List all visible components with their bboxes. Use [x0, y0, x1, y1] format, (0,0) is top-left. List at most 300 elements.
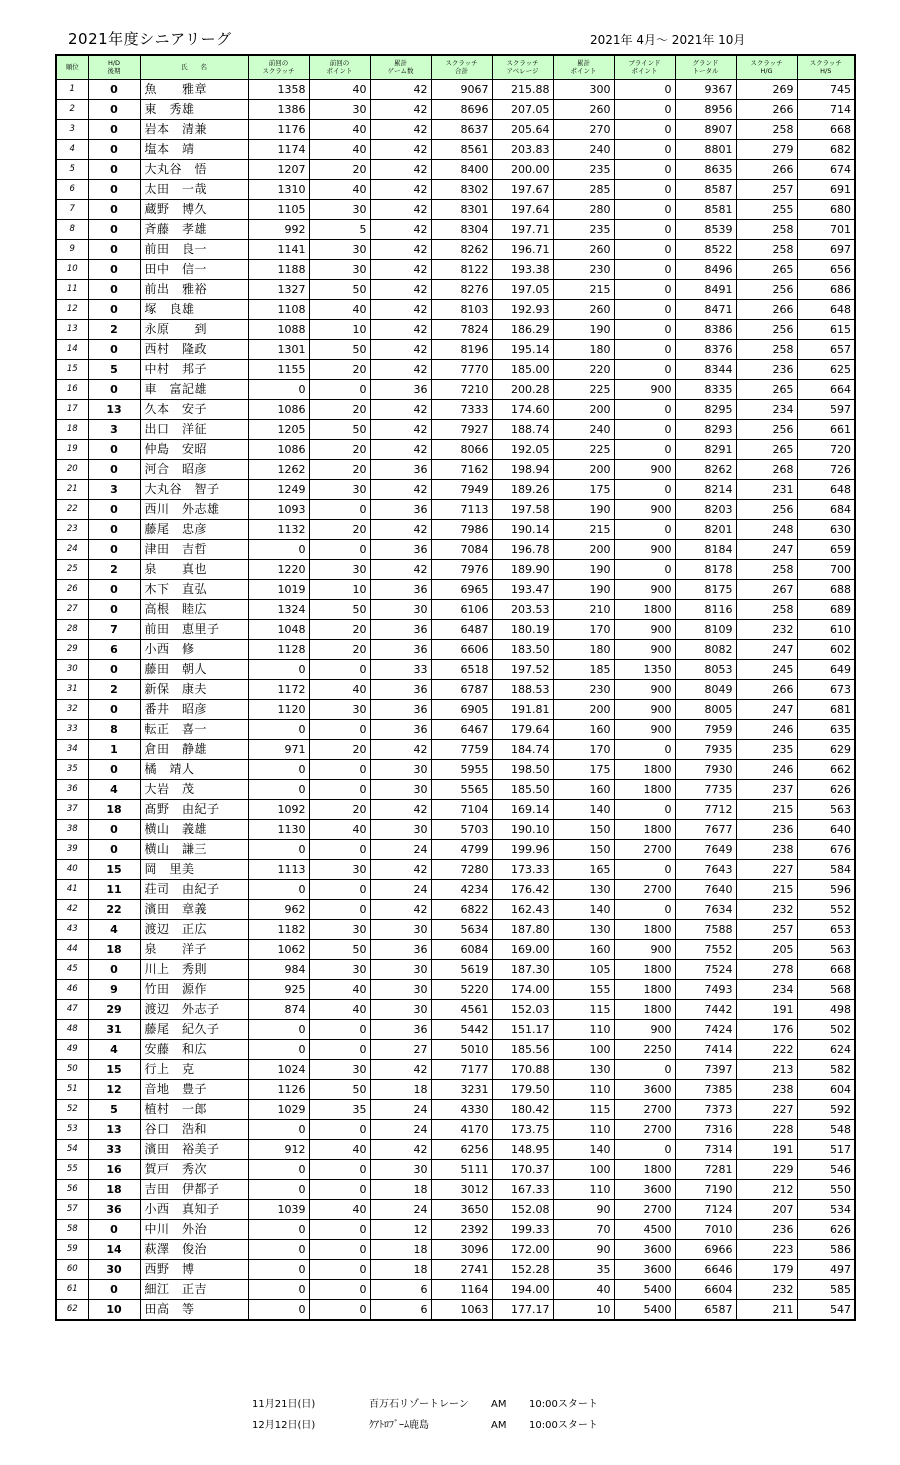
prev-points-cell: 30	[309, 860, 370, 880]
scratch-hs-cell: 662	[797, 760, 855, 780]
table-row	[56, 880, 855, 900]
prev-points-cell: 0	[309, 1240, 370, 1260]
hd-late-cell: 0	[88, 440, 140, 460]
blind-points-cell: 3600	[614, 1260, 675, 1280]
scratch-total-cell: 7280	[431, 860, 492, 880]
scratch-hs-cell: 682	[797, 140, 855, 160]
cum-points-cell: 140	[553, 800, 614, 820]
grand-total-cell: 7935	[675, 740, 736, 760]
prev-scratch-cell: 0	[248, 1220, 309, 1240]
prev-scratch-cell: 1128	[248, 640, 309, 660]
table-row	[56, 1060, 855, 1080]
scratch-hs-cell: 681	[797, 700, 855, 720]
prev-points-cell: 30	[309, 920, 370, 940]
prev-scratch-cell: 1301	[248, 340, 309, 360]
name-cell: 太田 一哉	[140, 180, 248, 200]
scratch-total-cell: 4170	[431, 1120, 492, 1140]
cum-points-cell: 230	[553, 260, 614, 280]
blind-points-cell: 0	[614, 340, 675, 360]
table-row	[56, 1020, 855, 1040]
scratch-hg-cell: 234	[736, 400, 797, 420]
rank-cell: 34	[56, 740, 88, 760]
table-row	[56, 960, 855, 980]
name-cell: 仲島 安昭	[140, 440, 248, 460]
hd-late-cell: 0	[88, 660, 140, 680]
hd-late-cell: 0	[88, 960, 140, 980]
hd-late-cell: 2	[88, 320, 140, 340]
grand-total-cell: 8203	[675, 500, 736, 520]
name-cell: 大丸谷 智子	[140, 480, 248, 500]
rank-cell: 1	[56, 80, 88, 100]
blind-points-cell: 900	[614, 700, 675, 720]
cum-points-cell: 235	[553, 220, 614, 240]
grand-total-cell: 6604	[675, 1280, 736, 1300]
prev-points-cell: 40	[309, 1200, 370, 1220]
cum-points-cell: 90	[553, 1240, 614, 1260]
grand-total-cell: 8293	[675, 420, 736, 440]
prev-points-cell: 20	[309, 800, 370, 820]
blind-points-cell: 0	[614, 440, 675, 460]
prev-scratch-cell: 1386	[248, 100, 309, 120]
prev-scratch-cell: 0	[248, 1020, 309, 1040]
prev-points-cell: 30	[309, 200, 370, 220]
blind-points-cell: 0	[614, 260, 675, 280]
name-cell: 行上 克	[140, 1060, 248, 1080]
scratch-total-cell: 8262	[431, 240, 492, 260]
cum-points-cell: 230	[553, 680, 614, 700]
hd-late-cell: 0	[88, 160, 140, 180]
hd-late-cell: 2	[88, 680, 140, 700]
cum-games-cell: 42	[370, 900, 431, 920]
rank-cell: 10	[56, 260, 88, 280]
name-cell: 細江 正吉	[140, 1280, 248, 1300]
cum-games-cell: 24	[370, 1100, 431, 1120]
schedule-line	[252, 1416, 598, 1431]
blind-points-cell: 0	[614, 1060, 675, 1080]
scratch-average-cell: 183.50	[492, 640, 553, 660]
scratch-hg-cell: 238	[736, 840, 797, 860]
grand-total-cell: 8184	[675, 540, 736, 560]
name-cell: 田高 等	[140, 1300, 248, 1321]
scratch-total-cell: 6905	[431, 700, 492, 720]
scratch-total-cell: 7949	[431, 480, 492, 500]
scratch-hs-cell: 584	[797, 860, 855, 880]
scratch-hs-cell: 701	[797, 220, 855, 240]
prev-scratch-cell: 0	[248, 1260, 309, 1280]
table-row	[56, 1240, 855, 1260]
scratch-average-cell: 193.38	[492, 260, 553, 280]
table-row	[56, 1220, 855, 1240]
scratch-hs-cell: 689	[797, 600, 855, 620]
blind-points-cell: 0	[614, 220, 675, 240]
rank-cell: 12	[56, 300, 88, 320]
scratch-hs-cell: 688	[797, 580, 855, 600]
cum-games-cell: 36	[370, 380, 431, 400]
cum-games-cell: 42	[370, 180, 431, 200]
scratch-hg-cell: 229	[736, 1160, 797, 1180]
scratch-hg-cell: 245	[736, 660, 797, 680]
grand-total-cell: 8344	[675, 360, 736, 380]
name-cell: 泉 真也	[140, 560, 248, 580]
name-cell: 木下 直弘	[140, 580, 248, 600]
prev-points-cell: 50	[309, 940, 370, 960]
scratch-hg-cell: 279	[736, 140, 797, 160]
scratch-total-cell: 7759	[431, 740, 492, 760]
cum-points-cell: 170	[553, 740, 614, 760]
grand-total-cell: 7316	[675, 1120, 736, 1140]
cum-points-cell: 175	[553, 760, 614, 780]
schedule-ampm: AM	[491, 1420, 507, 1431]
table-row	[56, 260, 855, 280]
name-cell: 渡辺 外志子	[140, 1000, 248, 1020]
scratch-average-cell: 151.17	[492, 1020, 553, 1040]
scratch-hs-cell: 626	[797, 1220, 855, 1240]
scratch-average-cell: 185.56	[492, 1040, 553, 1060]
table-row	[56, 860, 855, 880]
grand-total-cell: 8053	[675, 660, 736, 680]
blind-points-cell: 900	[614, 640, 675, 660]
cum-points-cell: 260	[553, 300, 614, 320]
hd-late-cell: 3	[88, 480, 140, 500]
blind-points-cell: 3600	[614, 1180, 675, 1200]
cum-points-cell: 270	[553, 120, 614, 140]
cum-games-cell: 30	[370, 920, 431, 940]
rank-cell: 15	[56, 360, 88, 380]
scratch-total-cell: 6822	[431, 900, 492, 920]
grand-total-cell: 8214	[675, 480, 736, 500]
cum-games-cell: 36	[370, 700, 431, 720]
cum-points-cell: 260	[553, 100, 614, 120]
hd-late-cell: 0	[88, 200, 140, 220]
prev-scratch-cell: 0	[248, 780, 309, 800]
prev-points-cell: 0	[309, 1040, 370, 1060]
table-row	[56, 1000, 855, 1020]
hd-late-cell: 22	[88, 900, 140, 920]
scratch-hg-cell: 212	[736, 1180, 797, 1200]
rank-cell: 41	[56, 880, 88, 900]
name-cell: 濱田 裕美子	[140, 1140, 248, 1160]
cum-games-cell: 42	[370, 480, 431, 500]
rank-cell: 33	[56, 720, 88, 740]
prev-scratch-cell: 925	[248, 980, 309, 1000]
scratch-hg-cell: 232	[736, 1280, 797, 1300]
scratch-hs-cell: 659	[797, 540, 855, 560]
scratch-total-cell: 3231	[431, 1080, 492, 1100]
scratch-total-cell: 6256	[431, 1140, 492, 1160]
table-row	[56, 460, 855, 480]
prev-points-cell: 20	[309, 400, 370, 420]
schedule-venue: 百万石リゾートレーン	[369, 1399, 469, 1410]
cum-points-cell: 190	[553, 500, 614, 520]
cum-games-cell: 42	[370, 560, 431, 580]
hd-late-cell: 13	[88, 400, 140, 420]
scratch-total-cell: 4330	[431, 1100, 492, 1120]
scratch-hs-cell: 661	[797, 420, 855, 440]
scratch-hg-cell: 179	[736, 1260, 797, 1280]
hd-late-cell: 0	[88, 500, 140, 520]
cum-games-cell: 42	[370, 80, 431, 100]
scratch-hs-cell: 630	[797, 520, 855, 540]
prev-points-cell: 0	[309, 760, 370, 780]
table-row	[56, 540, 855, 560]
scratch-hg-cell: 248	[736, 520, 797, 540]
name-cell: 泉 洋子	[140, 940, 248, 960]
scratch-total-cell: 6467	[431, 720, 492, 740]
scratch-average-cell: 179.64	[492, 720, 553, 740]
header-label: 前回の	[329, 59, 350, 67]
grand-total-cell: 8116	[675, 600, 736, 620]
cum-games-cell: 42	[370, 420, 431, 440]
rank-cell: 49	[56, 1040, 88, 1060]
league-period: 2021年 4月～ 2021年 10月	[590, 33, 746, 47]
header-label: 合計	[455, 66, 468, 75]
cum-points-cell: 300	[553, 80, 614, 100]
scratch-hg-cell: 278	[736, 960, 797, 980]
prev-scratch-cell: 1220	[248, 560, 309, 580]
name-cell: 安藤 和広	[140, 1040, 248, 1060]
header-label: スクラッチ	[809, 59, 842, 67]
scratch-hg-cell: 228	[736, 1120, 797, 1140]
prev-points-cell: 0	[309, 540, 370, 560]
table-row	[56, 180, 855, 200]
table-row	[56, 1300, 855, 1321]
grand-total-cell: 8581	[675, 200, 736, 220]
scratch-average-cell: 187.30	[492, 960, 553, 980]
table-row	[56, 920, 855, 940]
cum-points-cell: 170	[553, 620, 614, 640]
scratch-total-cell: 4561	[431, 1000, 492, 1020]
scratch-hs-cell: 615	[797, 320, 855, 340]
scratch-hg-cell: 267	[736, 580, 797, 600]
cum-games-cell: 36	[370, 640, 431, 660]
schedule-date: 11月21日(日)	[252, 1399, 316, 1410]
scratch-hs-cell: 534	[797, 1200, 855, 1220]
rank-cell: 31	[56, 680, 88, 700]
blind-points-cell: 0	[614, 400, 675, 420]
scratch-hs-cell: 552	[797, 900, 855, 920]
header-label: ポイント	[631, 66, 658, 75]
scratch-total-cell: 7770	[431, 360, 492, 380]
rank-cell: 17	[56, 400, 88, 420]
table-row	[56, 1080, 855, 1100]
scratch-total-cell: 8196	[431, 340, 492, 360]
prev-points-cell: 50	[309, 280, 370, 300]
scratch-hg-cell: 205	[736, 940, 797, 960]
blind-points-cell: 1800	[614, 980, 675, 1000]
rank-cell: 11	[56, 280, 88, 300]
hd-late-cell: 0	[88, 220, 140, 240]
table-row	[56, 1100, 855, 1120]
blind-points-cell: 1800	[614, 820, 675, 840]
scratch-total-cell: 5111	[431, 1160, 492, 1180]
scratch-average-cell: 170.37	[492, 1160, 553, 1180]
scratch-hg-cell: 236	[736, 360, 797, 380]
cum-points-cell: 240	[553, 140, 614, 160]
grand-total-cell: 7442	[675, 1000, 736, 1020]
scratch-average-cell: 197.05	[492, 280, 553, 300]
schedule-line	[252, 1395, 598, 1410]
table-row	[56, 480, 855, 500]
name-cell: 渡辺 正広	[140, 920, 248, 940]
cum-games-cell: 36	[370, 540, 431, 560]
prev-scratch-cell: 992	[248, 220, 309, 240]
prev-points-cell: 20	[309, 620, 370, 640]
cum-points-cell: 160	[553, 720, 614, 740]
table-header-row	[56, 55, 855, 80]
scratch-average-cell: 196.78	[492, 540, 553, 560]
rank-cell: 52	[56, 1100, 88, 1120]
scratch-average-cell: 200.28	[492, 380, 553, 400]
hd-late-cell: 0	[88, 280, 140, 300]
cum-points-cell: 110	[553, 1020, 614, 1040]
prev-points-cell: 0	[309, 1300, 370, 1321]
scratch-hs-cell: 517	[797, 1140, 855, 1160]
scratch-hs-cell: 745	[797, 80, 855, 100]
name-cell: 車 富記雄	[140, 380, 248, 400]
table-row	[56, 1200, 855, 1220]
scratch-hs-cell: 502	[797, 1020, 855, 1040]
cum-games-cell: 36	[370, 1020, 431, 1040]
rank-cell: 22	[56, 500, 88, 520]
grand-total-cell: 7314	[675, 1140, 736, 1160]
blind-points-cell: 900	[614, 580, 675, 600]
name-cell: 橘 靖人	[140, 760, 248, 780]
scratch-total-cell: 2392	[431, 1220, 492, 1240]
table-row	[56, 700, 855, 720]
hd-late-cell: 0	[88, 120, 140, 140]
table-row	[56, 200, 855, 220]
scratch-total-cell: 7210	[431, 380, 492, 400]
grand-total-cell: 7640	[675, 880, 736, 900]
scratch-average-cell: 191.81	[492, 700, 553, 720]
grand-total-cell: 8496	[675, 260, 736, 280]
name-cell: 大丸谷 悟	[140, 160, 248, 180]
cum-games-cell: 30	[370, 1160, 431, 1180]
scratch-hs-cell: 726	[797, 460, 855, 480]
cum-points-cell: 105	[553, 960, 614, 980]
cum-games-cell: 24	[370, 1200, 431, 1220]
header-prev-scratch	[248, 55, 309, 80]
header-label: スクラッチ	[445, 59, 478, 67]
name-cell: 久本 安子	[140, 400, 248, 420]
table-row	[56, 320, 855, 340]
header-cum-games	[370, 55, 431, 80]
blind-points-cell: 2700	[614, 880, 675, 900]
cum-games-cell: 42	[370, 140, 431, 160]
table-row	[56, 520, 855, 540]
scratch-average-cell: 193.47	[492, 580, 553, 600]
scratch-hs-cell: 686	[797, 280, 855, 300]
blind-points-cell: 0	[614, 140, 675, 160]
scratch-hg-cell: 247	[736, 700, 797, 720]
cum-points-cell: 110	[553, 1120, 614, 1140]
cum-games-cell: 30	[370, 760, 431, 780]
hd-late-cell: 5	[88, 360, 140, 380]
table-row	[56, 300, 855, 320]
scratch-hg-cell: 247	[736, 540, 797, 560]
prev-points-cell: 30	[309, 960, 370, 980]
name-cell: 中川 外治	[140, 1220, 248, 1240]
cum-points-cell: 130	[553, 880, 614, 900]
table-row	[56, 1180, 855, 1200]
rank-cell: 51	[56, 1080, 88, 1100]
table-row	[56, 340, 855, 360]
header-label: 累計	[394, 59, 407, 67]
rank-cell: 60	[56, 1260, 88, 1280]
header-prev-points	[309, 55, 370, 80]
scratch-hs-cell: 668	[797, 960, 855, 980]
scratch-average-cell: 173.75	[492, 1120, 553, 1140]
prev-scratch-cell: 1310	[248, 180, 309, 200]
cum-points-cell: 130	[553, 1060, 614, 1080]
scratch-hs-cell: 674	[797, 160, 855, 180]
cum-points-cell: 190	[553, 320, 614, 340]
scratch-average-cell: 169.14	[492, 800, 553, 820]
grand-total-cell: 7493	[675, 980, 736, 1000]
cum-games-cell: 42	[370, 740, 431, 760]
grand-total-cell: 8049	[675, 680, 736, 700]
scratch-average-cell: 205.64	[492, 120, 553, 140]
prev-points-cell: 40	[309, 1000, 370, 1020]
scratch-total-cell: 5703	[431, 820, 492, 840]
rank-cell: 7	[56, 200, 88, 220]
grand-total-cell: 7373	[675, 1100, 736, 1120]
scratch-average-cell: 188.53	[492, 680, 553, 700]
prev-points-cell: 40	[309, 1140, 370, 1160]
scratch-total-cell: 7927	[431, 420, 492, 440]
scratch-hg-cell: 176	[736, 1020, 797, 1040]
scratch-hs-cell: 624	[797, 1040, 855, 1060]
grand-total-cell: 8295	[675, 400, 736, 420]
hd-late-cell: 18	[88, 800, 140, 820]
scratch-hg-cell: 256	[736, 500, 797, 520]
blind-points-cell: 0	[614, 800, 675, 820]
scratch-total-cell: 5442	[431, 1020, 492, 1040]
scratch-average-cell: 203.53	[492, 600, 553, 620]
header-label: H/G	[760, 66, 773, 75]
cum-points-cell: 285	[553, 180, 614, 200]
scratch-average-cell: 199.96	[492, 840, 553, 860]
hd-late-cell: 0	[88, 460, 140, 480]
name-cell: 横山 謙三	[140, 840, 248, 860]
scratch-total-cell: 6518	[431, 660, 492, 680]
scratch-hg-cell: 215	[736, 800, 797, 820]
prev-scratch-cell: 1205	[248, 420, 309, 440]
hd-late-cell: 0	[88, 540, 140, 560]
grand-total-cell: 8335	[675, 380, 736, 400]
scratch-hg-cell: 227	[736, 1100, 797, 1120]
prev-scratch-cell: 1088	[248, 320, 309, 340]
cum-games-cell: 42	[370, 440, 431, 460]
scratch-average-cell: 184.74	[492, 740, 553, 760]
scratch-total-cell: 8103	[431, 300, 492, 320]
header-blind-points	[614, 55, 675, 80]
rank-cell: 62	[56, 1300, 88, 1321]
blind-points-cell: 2700	[614, 840, 675, 860]
prev-points-cell: 50	[309, 1080, 370, 1100]
header-hd-late	[88, 55, 140, 80]
cum-games-cell: 42	[370, 360, 431, 380]
blind-points-cell: 1800	[614, 960, 675, 980]
hd-late-cell: 9	[88, 980, 140, 1000]
cum-games-cell: 6	[370, 1300, 431, 1321]
table-row	[56, 680, 855, 700]
cum-points-cell: 200	[553, 460, 614, 480]
cum-games-cell: 42	[370, 240, 431, 260]
prev-scratch-cell: 0	[248, 1240, 309, 1260]
rank-cell: 54	[56, 1140, 88, 1160]
grand-total-cell: 8386	[675, 320, 736, 340]
